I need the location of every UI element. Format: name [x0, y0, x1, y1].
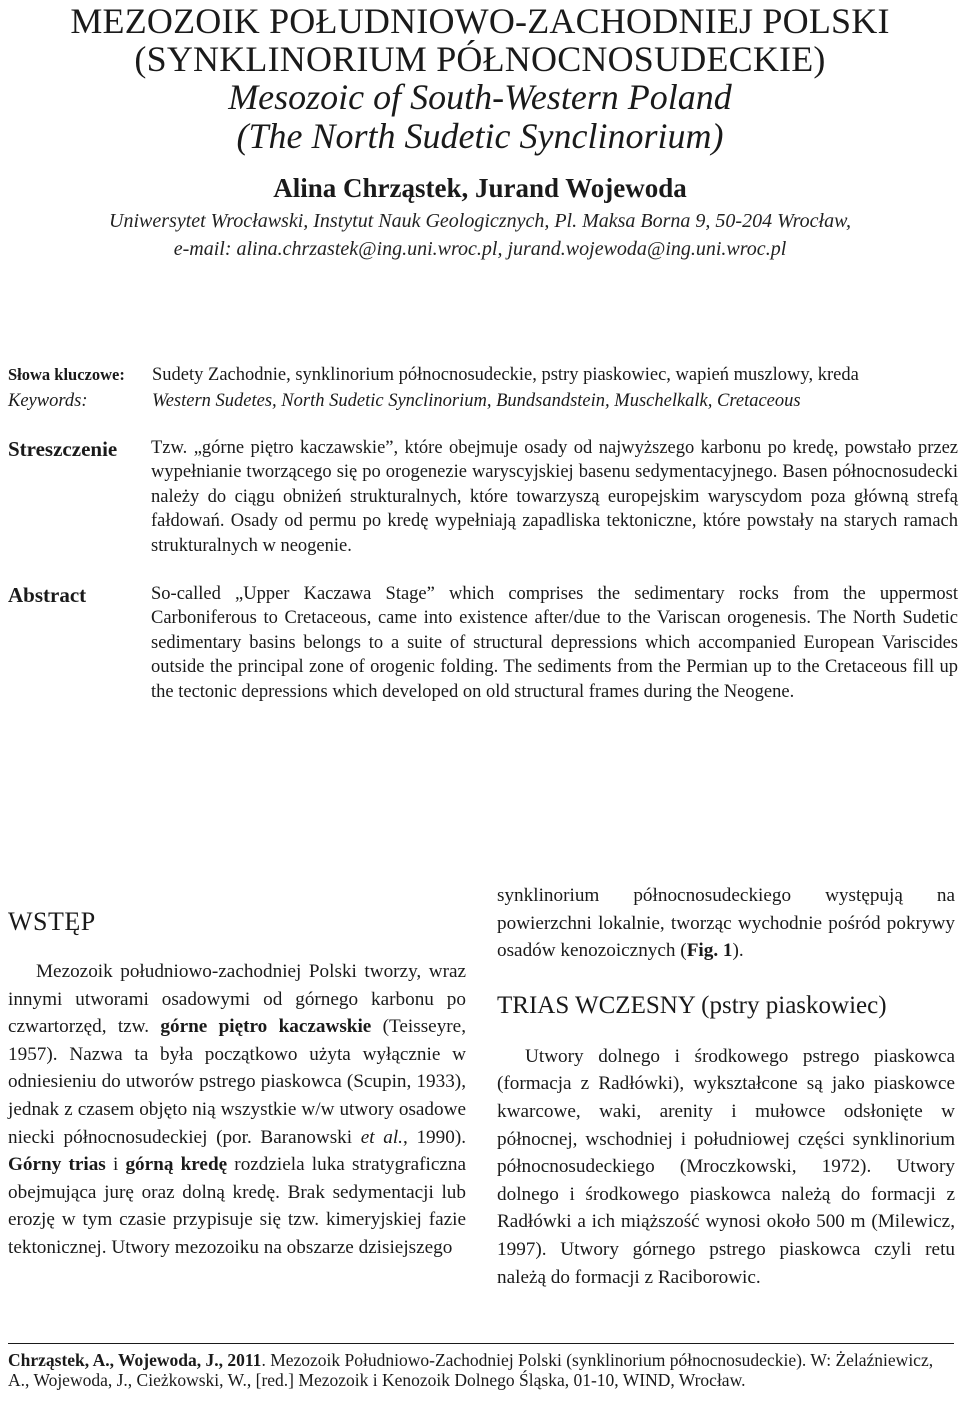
keywords-english — [8, 388, 953, 414]
continuation-paragraph — [497, 882, 955, 965]
section-heading-wstep: WSTĘP — [8, 907, 96, 936]
title-polish-line-1: MEZOZOIK POŁUDNIOWO-ZACHODNIEJ POLSKI — [70, 1, 890, 41]
intro-text-3: , 1990). — [402, 1126, 466, 1148]
keywords-polish — [8, 362, 953, 388]
intro-paragraph — [8, 958, 466, 1262]
abstract-section — [8, 582, 958, 704]
intro-text-4: i — [105, 1154, 126, 1176]
abstract-text: So-called „Upper Kaczawa Stage” which comprises the sedimentary rocks from the uppermost Carboniferous to Cretaceous, came into existence after/due to the Variscan orogenesis. The North Sudetic sedimentary basins belongs to a suite of structural depressions which accompanied European Variscides outside the principal zone of orogenic folding. The sediments from the Permian up to the Cretaceous fill up the tectonic depressions which developed on old structural frames during the Neogene. — [151, 584, 958, 702]
citation-footer — [8, 1350, 954, 1390]
keywords-english-label: Keywords: — [8, 391, 88, 411]
section-heading-trias: TRIAS WCZESNY (pstry piaskowiec) — [497, 991, 887, 1019]
title-polish — [0, 2, 960, 78]
intro-text-5: rozdziela luka stratygraficzna obejmująca jurę oraz dolną kredę. Brak sedymentacji lub erozję w tym czasie przypisuje się tzw. kimeryjskiej fazie tektonicznej. Utwory mezozoiku na obszarze dzisiejszego — [8, 1154, 466, 1258]
citation-text: . Mezozoik Południowo-Zachodniej Polski (synklinorium północnosudeckie). W: Żelaźniewicz, A., Wojewoda, J., Cieżkowski, W., [red.] Mezozoik i Kenozoik Dolnego Śląska, 01-10, WIND, Wrocław. — [8, 1350, 934, 1390]
streszczenie-section — [8, 436, 958, 558]
intro-term-gorny-trias: Górny trias — [8, 1154, 106, 1176]
footer-divider — [8, 1343, 954, 1344]
citation-authors: Chrząstek, A., Wojewoda, J., 2011 — [8, 1350, 262, 1370]
left-column — [8, 906, 466, 1262]
figure-reference: Fig. 1 — [686, 940, 733, 962]
title-english-line-2: (The North Sudetic Synclinorium) — [236, 116, 724, 156]
title-english-line-1: Mesozoic of South-Western Poland — [228, 77, 732, 117]
affiliation-line-1: Uniwersytet Wrocławski, Instytut Nauk Geologicznych, Pl. Maksa Borna 9, 50-204 Wrocław, — [109, 210, 851, 232]
affiliation-line-2: e-mail: alina.chrzastek@ing.uni.wroc.pl, jurand.wojewoda@ing.uni.wroc.pl — [173, 238, 787, 260]
keywords-english-text: Western Sudetes, North Sudetic Synclinorium, Bundsandstein, Muschelkalk, Cretaceous — [152, 391, 801, 411]
intro-text-2: (Teisseyre, 1957). Nazwa ta była początkowo użyta wyłącznie w odniesieniu do utworów pstrego piaskowca (Scupin, 1933), jednak z czasem objęto nią wszystkie w/w utwory osadowe niecki północnosudeckiej (por. Baranowski — [8, 1016, 466, 1148]
keywords-polish-text: Sudety Zachodnie, synklinorium północnosudeckie, pstry piaskowiec, wapień muszlowy, kreda — [152, 365, 859, 385]
keywords-block — [8, 362, 953, 414]
title-english — [0, 78, 960, 156]
intro-text-1: Mezozoik południowo-zachodniej Polski tworzy, wraz innymi utworami osadowymi od górnego karbonu po czwartorzęd, tzw. — [8, 961, 466, 1038]
title-polish-line-2: (SYNKLINORIUM PÓŁNOCNOSUDECKIE) — [134, 39, 826, 79]
right-column — [497, 882, 955, 1291]
streszczenie-label: Streszczenie — [8, 437, 118, 461]
intro-term-gorne-pietro: górne piętro kaczawskie — [160, 1016, 372, 1038]
abstract-label: Abstract — [8, 583, 87, 607]
continuation-text-2: ). — [732, 940, 744, 962]
authors: Alina Chrząstek, Jurand Wojewoda — [273, 173, 687, 203]
keywords-polish-label: Słowa kluczowe: — [8, 365, 125, 384]
continuation-text-1: synklinorium północnosudeckiego występują na powierzchni lokalnie, tworząc wychodnie pośród pokrywy osadów kenozoicznych ( — [497, 885, 955, 962]
affiliation — [0, 207, 960, 263]
trias-paragraph: Utwory dolnego i środkowego pstrego piaskowca (formacja z Radłówki), wykształcone są jako piaskowce kwarcowe, waki, arenity i mułowce odsłonięte w północnej, wschodniej i południowej części synklinorium północnosudeckiego (Mroczkowski, 1972). Utwory dolnego i środkowego piaskowca należą do formacji z Radłówki a ich miąższość wynosi około 500 m (Milewicz, 1997). Utwory górnego pstrego piaskowca czyli retu należą do formacji z Raciborowic. — [497, 1045, 955, 1288]
streszczenie-text: Tzw. „górne piętro kaczawskie”, które obejmuje osady od najwyższego karbonu po kredę, powstało przez wypełnianie tworzącego się po orogenezie waryscyjskiej basenu sedymentacyjnego. Basen północnosudecki należy do ciągu obniżeń strukturalnych, które towarzyszą europejskim waryscydom poza główną strefą fałdowań. Osady od permu po kredę wypełniają zapadliska tektoniczne, które powstały na starych ramach strukturalnych w neogenie. — [151, 438, 958, 556]
intro-term-gorna-kreda: górną kredę — [125, 1154, 228, 1176]
article-header — [0, 0, 960, 263]
intro-et-al: et al. — [360, 1126, 403, 1148]
